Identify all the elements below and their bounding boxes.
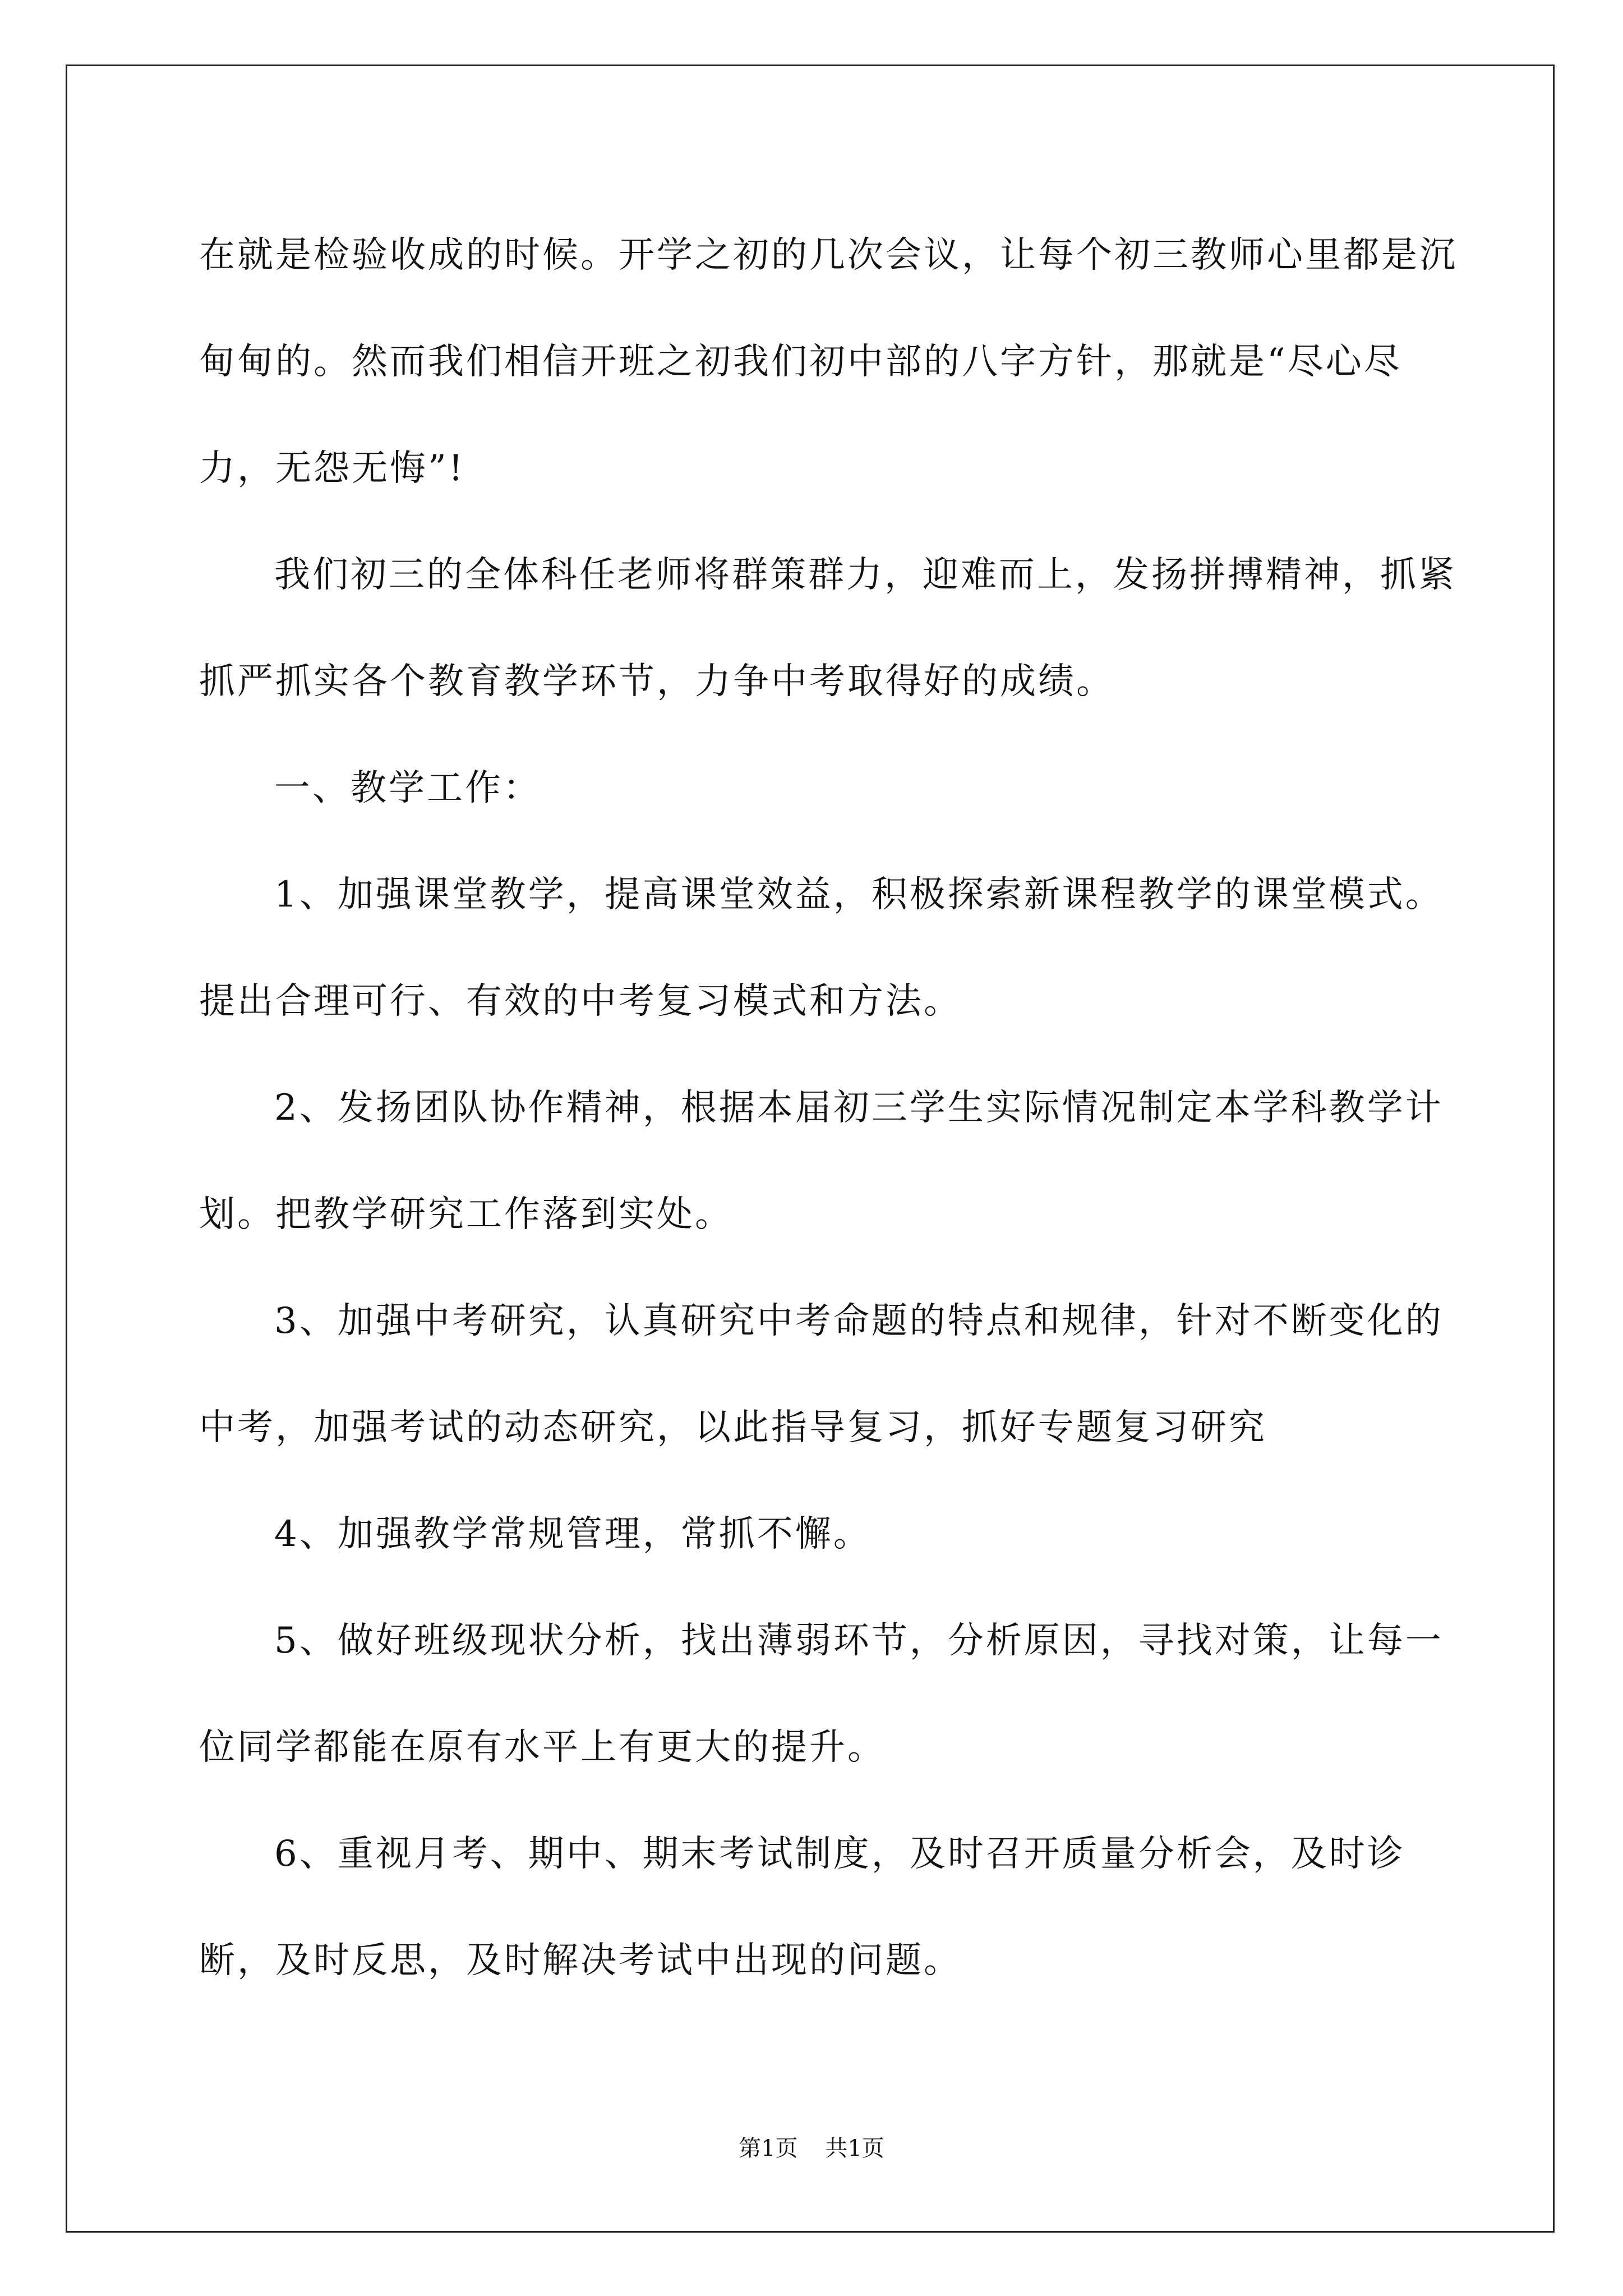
document-body — [199, 202, 1472, 2014]
list-item: 5、做好班级现状分析，找出薄弱环节，分析原因，寻找对策，让每一位同学都能在原有水平上有更大的提升。 — [199, 1620, 1444, 1768]
paragraph: 我们初三的全体科任老师将群策群力，迎难而上，发扬拼搏精神，抓紧抓严抓实各个教育教学环节，力争中考取得好的成绩。 — [199, 554, 1456, 702]
list-item: 2、发扬团队协作精神，根据本届初三学生实际情况制定本学科教学计划。把教学研究工作落到实处。 — [199, 1087, 1444, 1235]
list-item: 3、加强中考研究，认真研究中考命题的特点和规律，针对不断变化的中考，加强考试的动态研究，以此指导复习，抓好专题复习研究 — [199, 1300, 1444, 1448]
page-footer — [0, 2131, 1623, 2162]
list-item: 4、加强教学常规管理，常抓不懈。 — [274, 1513, 872, 1555]
section-heading: 一、教学工作： — [274, 767, 541, 809]
list-item: 6、重视月考、期中、期末考试制度，及时召开质量分析会，及时诊断，及时反思，及时解决考试中出现的问题。 — [199, 1833, 1405, 1981]
page-number-current: 第1页 — [739, 2136, 798, 2161]
list-item: 1、加强课堂教学，提高课堂效益，积极探索新课程教学的课堂模式。提出合理可行、有效的中考复习模式和方法。 — [199, 874, 1444, 1022]
page-number-total: 共1页 — [825, 2136, 884, 2161]
paragraph: 在就是检验收成的时候。开学之初的几次会议，让每个初三教师心里都是沉甸甸的。然而我们相信开班之初我们初中部的八字方针，那就是“尽心尽力，无怨无悔”! — [199, 234, 1458, 489]
